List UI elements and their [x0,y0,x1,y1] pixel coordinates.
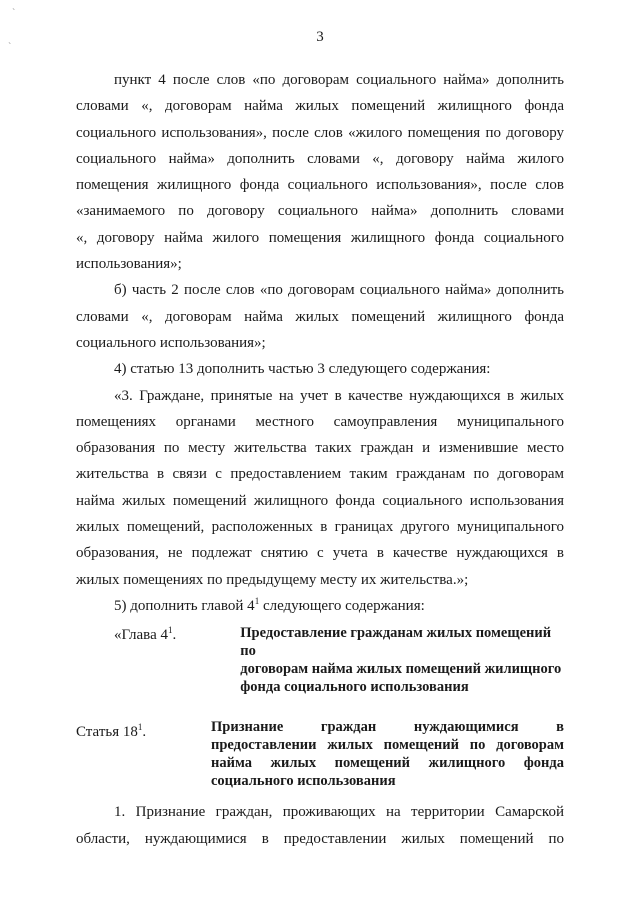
article-label: Статья $18^1$. [76,722,147,741]
article-title: Признание граждан нуждающимися в предоставлении жилых помещений по договорам найма жилых помещений жилищного фонда социального использования [211,719,564,790]
text-line: использования»; [76,256,182,273]
text-line: социального использования», после слов «жилого помещения по договору [76,124,564,141]
text-line: б) часть 2 после слов «по договорам социального найма» дополнить [114,282,564,299]
text-line: жилых помещений, расположенных в границах другого муниципального [76,519,564,536]
text-line: 4) статью 13 дополнить частью 3 следующего содержания: [114,361,491,378]
chapter-label: «Глава $4^1$. [114,625,177,644]
document-body [76,67,564,852]
text-line: 1. Признание граждан, проживающих на территории Самарской [114,804,564,821]
page-number: 3 [316,29,324,45]
text-line: 5) дополнить главой $4^1$ следующего содержания: [114,595,425,614]
text-line: образования по месту жительства таких граждан и изменившие место [76,440,564,457]
margin-mark: ` [8,42,12,53]
text-line: найма жилых помещений жилищного фонда социального использования [76,492,564,509]
text-line: помещения жилищного фонда социального использования», после слов [76,177,564,194]
chapter-title: Предоставление гражданам жилых помещений по договорам найма жилых помещений жилищного фонда социального использования [240,625,562,696]
text-line: «3. Граждане, принятые на учет в качестве нуждающихся в жилых [114,387,564,404]
text-line: словами «, договорам найма жилых помещений жилищного фонда [76,98,564,115]
text-line: жительства в связи с предоставлением таким гражданам по договорам [76,466,564,483]
text-line: социального найма» дополнить словами «, договору найма жилого [76,150,564,167]
margin-mark: ` [12,8,16,19]
text-line: образования, не подлежат снятию с учета в качестве нуждающихся в [76,545,564,562]
text-line: жилых помещениях по предыдущему месту их жительства.»; [76,571,469,588]
text-line: помещениях органами местного самоуправления муниципального [76,413,564,430]
article-heading [76,718,564,790]
text-line: социального использования»; [76,334,266,351]
text-line: «занимаемого по договору социального найма» дополнить словами [76,203,564,220]
chapter-heading [76,621,564,696]
text-line: пункт 4 после слов «по договорам социального найма» дополнить [114,72,564,88]
text-line: словами «, договорам найма жилых помещений жилищного фонда [76,308,564,325]
text-line: области, нуждающимися в предоставлении жилых помещений по [76,830,564,847]
text-line: «, договору найма жилого помещения жилищного фонда социального [76,229,564,246]
